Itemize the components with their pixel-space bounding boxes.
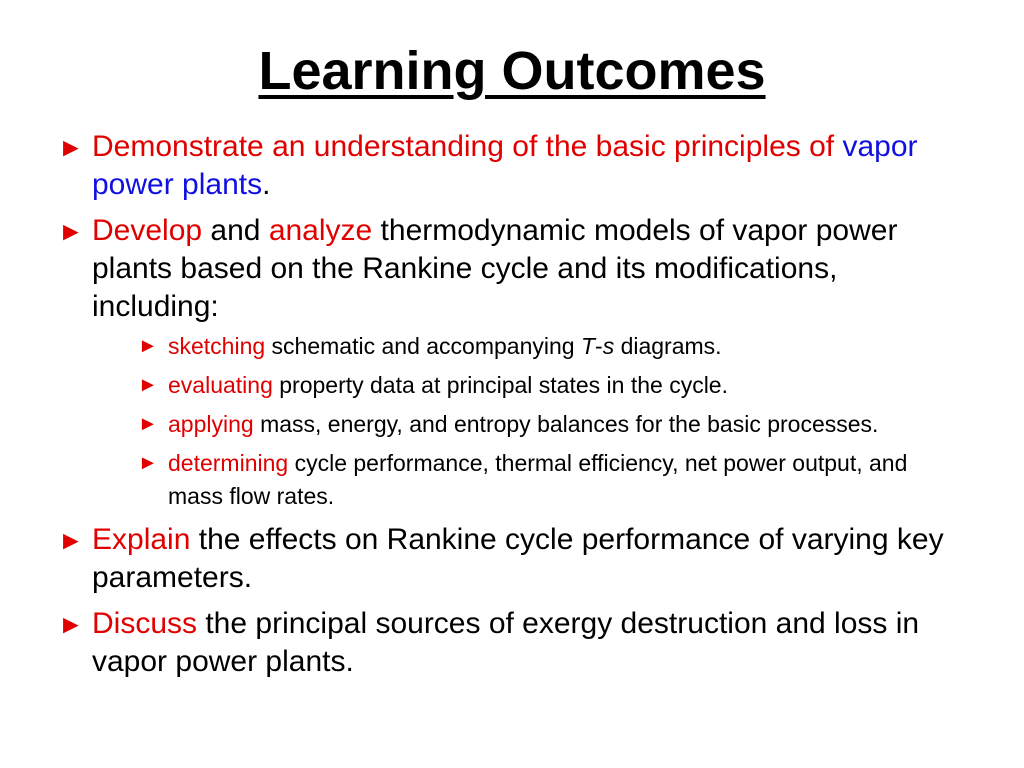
- sub-outcome-text: cycle performance, thermal efficiency, net power output, and mass flow rates.: [168, 450, 908, 509]
- outcome-item-explain: [58, 521, 958, 597]
- triangle-bullet-icon: ►: [138, 452, 158, 474]
- outcome-list: [58, 128, 958, 689]
- outcome-accent: Explain: [92, 523, 191, 556]
- outcome-item-demonstrate: [58, 128, 958, 204]
- triangle-bullet-icon: ►: [138, 374, 158, 396]
- outcome-item-develop: [58, 212, 958, 513]
- outcome-accent-2: analyze: [268, 214, 373, 247]
- sub-outcome-sketching: [138, 330, 958, 363]
- sub-outcome-determining: [138, 447, 958, 513]
- outcome-accent-blue: vapor power plants: [92, 130, 918, 201]
- symbol-dash: -: [595, 333, 603, 359]
- sub-outcome-accent: evaluating: [168, 372, 273, 398]
- slide-title: Learning Outcomes: [258, 41, 766, 101]
- outcome-accent: Develop: [92, 214, 203, 247]
- sub-outcome-text-end: diagrams.: [614, 333, 722, 359]
- sub-outcome-text: property data at principal states in the cycle.: [272, 372, 728, 398]
- triangle-bullet-icon: ►: [58, 609, 84, 639]
- triangle-bullet-icon: ►: [58, 525, 84, 555]
- sub-outcome-text: schematic and accompanying: [265, 333, 581, 359]
- sub-outcome-list: [92, 330, 958, 513]
- triangle-bullet-icon: ►: [58, 216, 84, 246]
- sub-outcome-accent: applying: [168, 411, 254, 437]
- outcome-text: .: [262, 168, 271, 201]
- outcome-accent: Demonstrate an understanding of the basic principles of: [92, 130, 835, 163]
- sub-outcome-evaluating: [138, 369, 958, 402]
- triangle-bullet-icon: ►: [58, 132, 84, 162]
- sub-outcome-applying: [138, 408, 958, 441]
- outcome-item-discuss: [58, 605, 958, 681]
- triangle-bullet-icon: ►: [138, 335, 158, 357]
- sub-outcome-accent: sketching: [168, 333, 266, 359]
- outcome-text: thermodynamic models of vapor power plants based on the Rankine cycle and its modifications, including:: [92, 214, 898, 323]
- triangle-bullet-icon: ►: [138, 413, 158, 435]
- outcome-text-connector: and: [202, 214, 269, 247]
- sub-outcome-text: mass, energy, and entropy balances for the basic processes.: [253, 411, 879, 437]
- sub-outcome-accent: determining: [168, 450, 289, 476]
- outcome-text: the effects on Rankine cycle performance of varying key parameters.: [92, 523, 944, 594]
- outcome-accent: Discuss: [92, 607, 198, 640]
- outcome-text: the principal sources of exergy destruction and loss in vapor power plants.: [92, 607, 920, 678]
- symbol-s: s: [602, 333, 615, 359]
- symbol-t: T: [580, 333, 596, 359]
